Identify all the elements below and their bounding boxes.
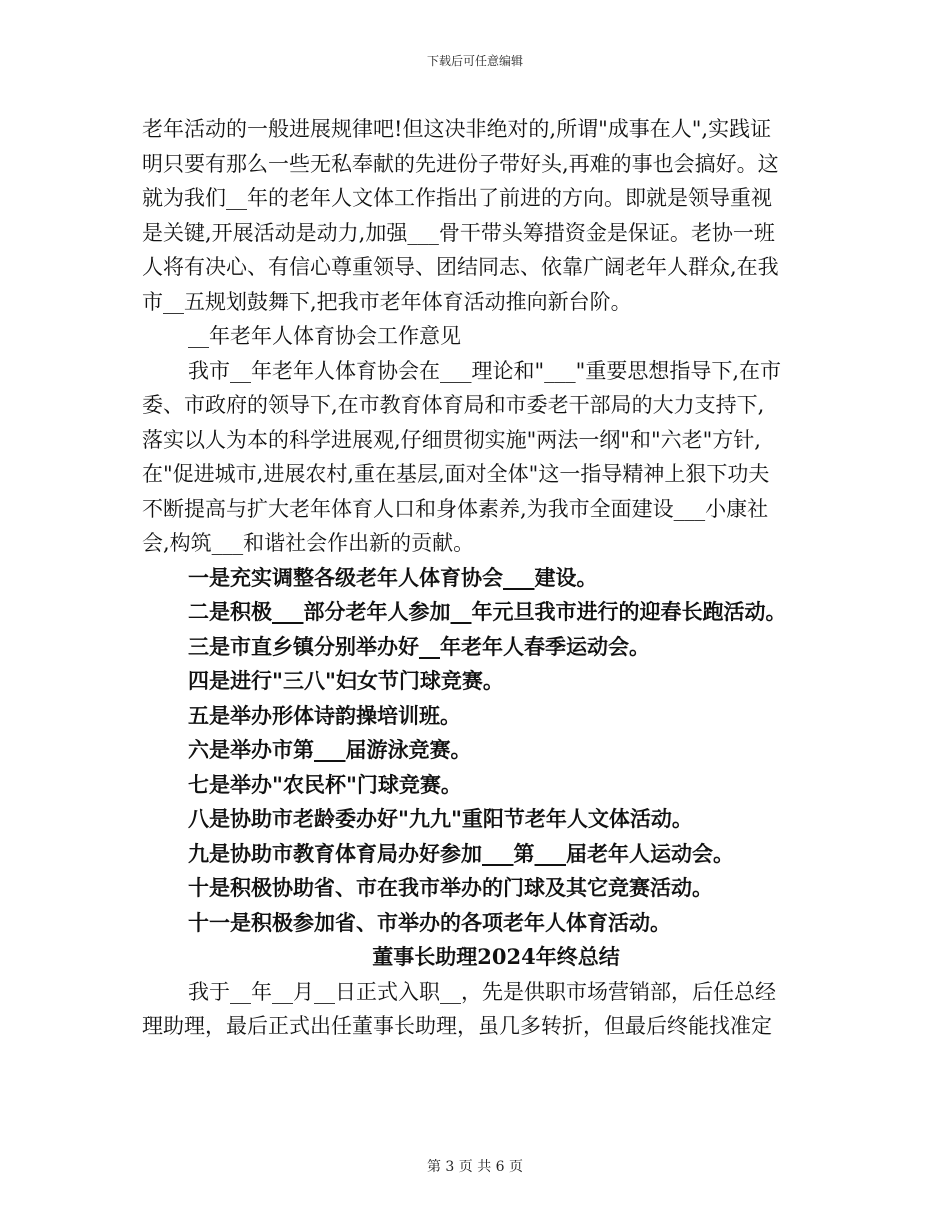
document-body (142, 112, 810, 1044)
text-line: 我市__年老年人体育协会在___理论和"___"重要思想指导下,在市 (188, 358, 781, 383)
section-title: 董事长助理2024年终总结 (372, 944, 620, 969)
text-line: 市__五规划鼓舞下,把我市老年体育活动推向新台阶。 (142, 289, 632, 314)
section-subtitle: __年老年人体育协会工作意见 (188, 324, 461, 348)
text-line: 落实以人为本的科学进展观,仔细贯彻实施"两法一纲"和"六老"方针, (142, 427, 761, 452)
text-line: 会,构筑___和谐社会作出新的贡献。 (142, 531, 475, 555)
paragraph-summary (142, 975, 810, 1044)
page-footer: 第 3 页 共 6 页 (426, 1159, 524, 1175)
text-line: 老年活动的一般进展规律吧!但这决非绝对的,所谓"成事在人",实践证 (142, 117, 772, 141)
list-item: 四是进行"三八"妇女节门球竞赛。 (188, 668, 504, 693)
list-item: 五是举办形体诗韵操培训班。 (188, 702, 461, 728)
page-header: 下载后可任意编辑 (426, 54, 523, 68)
text-line: 在"促进城市,进展农村,重在基层,面对全体"这一指导精神上狠下功夫 (142, 462, 770, 486)
text-line: 是关键,开展活动是动力,加强___骨干带头筹措资金是保证。老协一班 (142, 220, 775, 245)
text-line: 人将有决心、有信心尊重领导、团结同志、依靠广阔老年人群众,在我 (142, 255, 779, 279)
list-item: 一是充实调整各级老年人体育协会___建设。 (188, 564, 598, 590)
paragraph-intro (142, 354, 810, 561)
text-line: 理助理，最后正式出任董事长助理，虽几多转折，但最后终能找准定 (142, 1014, 772, 1038)
list-item: 十是积极协助省、市在我市举办的门球及其它竞赛活动。 (188, 875, 713, 900)
list-item: 三是市直乡镇分别举办好__年老年人春季运动会。 (188, 633, 650, 659)
list-item: 十一是积极参加省、市举办的各项老年人体育活动。 (188, 909, 671, 935)
text-line: 我于__年__月__日正式入职__，先是供职市场营销部，后任总经 (188, 979, 776, 1004)
text-line: 委、市政府的领导下,在市教育体育局和市委老干部局的大力支持下, (142, 393, 765, 417)
list-item: 九是协助市教育体育局办好参加___第___届老年人运动会。 (188, 840, 734, 866)
list-item: 六是举办市第___届游泳竞赛。 (188, 737, 472, 762)
plan-item-list (142, 561, 810, 941)
text-line: 就为我们__年的老年人文体工作指出了前进的方向。即就是领导重视 (142, 186, 772, 210)
list-item: 八是协助市老龄委办好"九九"重阳节老年人文体活动。 (188, 806, 693, 831)
list-item: 七是举办"农民杯"门球竞赛。 (188, 771, 462, 797)
paragraph-continuation (142, 112, 810, 319)
list-item: 二是积极___部分老年人参加__年元旦我市进行的迎春长跑活动。 (188, 599, 787, 624)
text-line: 不断提高与扩大老年体育人口和身体素养,为我市全面建设___小康社 (142, 496, 769, 521)
text-line: 明只要有那么一些无私奉献的先进份子带好头,再难的事也会搞好。这 (142, 151, 779, 176)
